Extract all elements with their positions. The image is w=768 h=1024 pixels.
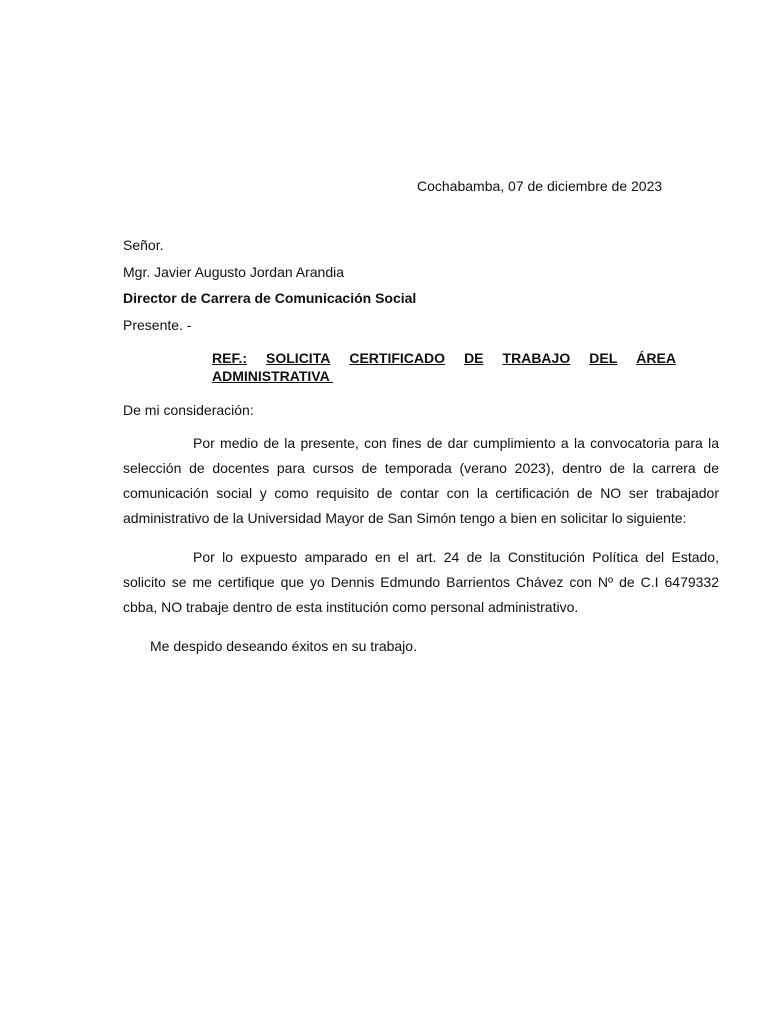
ref-word: TRABAJO (502, 350, 571, 366)
recipient-name: Mgr. Javier Augusto Jordan Arandia (123, 264, 345, 280)
recipient-title: Director de Carrera de Comunicación Social (123, 290, 417, 306)
ref-word: REF.: (212, 350, 247, 366)
ref-line2-text: ADMINISTRATIVA (212, 368, 334, 384)
reference-line-1 (212, 349, 676, 367)
ref-word: DEL (589, 350, 618, 366)
letter-date: Cochabamba, 07 de diciembre de 2023 (417, 178, 663, 194)
ref-word: DE (464, 350, 484, 366)
closing-line: Me despido deseando éxitos en su trabajo. (150, 638, 417, 654)
presente-line: Presente. - (123, 317, 192, 333)
reference-line-2 (212, 367, 676, 385)
body-paragraph-1: Por medio de la presente, con fines de dar cumplimiento a la convocatoria para la selección de docentes para cursos de temporada (verano 2023), dentro de la carrera de comunicación social y como requisito de contar con la certificación de NO ser trabajador administrativo de la Universidad Mayor de San Simón tengo a bien en solicitar lo siguiente: (123, 435, 719, 526)
ref-word: ÁREA (636, 350, 676, 366)
body-paragraph-2: Por lo expuesto amparado en el art. 24 de la Constitución Política del Estado, solicito se me certifique que yo Dennis Edmundo Barrientos Chávez con Nº de C.I 6479332 cbba, NO trabaje dentro de esta institución como personal administrativo. (123, 549, 719, 615)
salutation: Señor. (123, 237, 164, 253)
reference-line (212, 349, 676, 385)
greeting: De mi consideración: (123, 402, 254, 418)
ref-word: CERTIFICADO (349, 350, 446, 366)
ref-word: SOLICITA (266, 350, 331, 366)
